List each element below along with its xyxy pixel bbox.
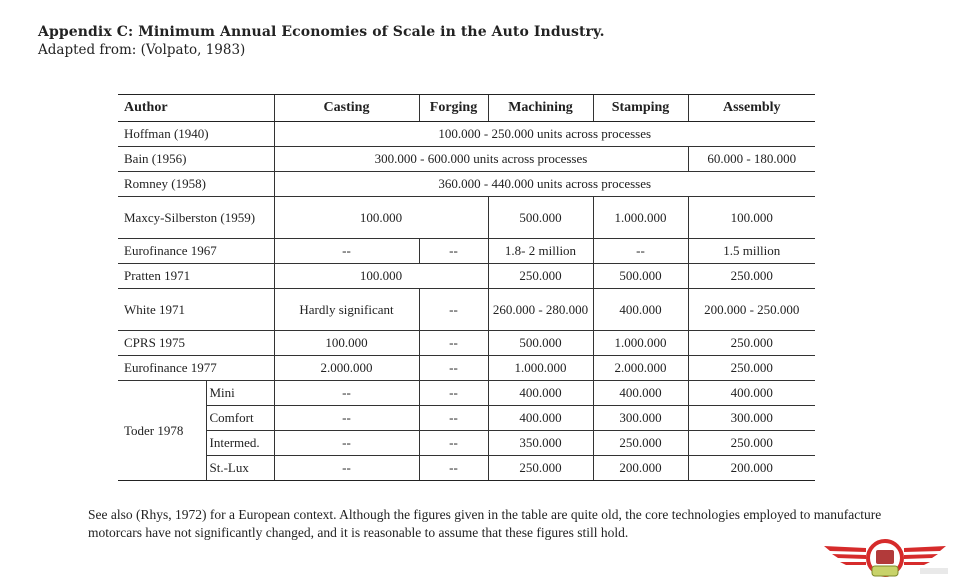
subcategory-cell: St.-Lux	[206, 456, 274, 481]
header-machining: Machining	[488, 95, 593, 122]
machining-cell: 250.000	[488, 456, 593, 481]
table-row	[118, 264, 815, 289]
casting-cell: 100.000	[274, 331, 419, 356]
page-title: Appendix C: Minimum Annual Economies of Scale in the Auto Industry.	[38, 24, 605, 40]
span-cell: 100.000 - 250.000 units across processes	[274, 122, 815, 147]
stamping-cell: 1.000.000	[593, 197, 688, 239]
author-cell: Romney (1958)	[118, 172, 274, 197]
forging-cell: --	[419, 239, 488, 264]
stamping-cell: 500.000	[593, 264, 688, 289]
stamping-cell: --	[593, 239, 688, 264]
forging-cell: --	[419, 331, 488, 356]
heading	[38, 24, 605, 58]
author-cell: Eurofinance 1977	[118, 356, 274, 381]
stamping-cell: 400.000	[593, 381, 688, 406]
table-row	[118, 122, 815, 147]
assembly-cell: 60.000 - 180.000	[688, 147, 815, 172]
table-row	[118, 331, 815, 356]
machining-cell: 500.000	[488, 331, 593, 356]
author-cell: White 1971	[118, 289, 274, 331]
table-row	[118, 406, 815, 431]
table-row	[118, 197, 815, 239]
span-cell: 300.000 - 600.000 units across processes	[274, 147, 688, 172]
header-casting: Casting	[274, 95, 419, 122]
span-cell: 360.000 - 440.000 units across processes	[274, 172, 815, 197]
assembly-cell: 250.000	[688, 431, 815, 456]
subcategory-cell: Mini	[206, 381, 274, 406]
table-row	[118, 356, 815, 381]
assembly-cell: 1.5 million	[688, 239, 815, 264]
casting-cell: --	[274, 381, 419, 406]
table-row	[118, 289, 815, 331]
stamping-cell: 250.000	[593, 431, 688, 456]
machining-cell: 350.000	[488, 431, 593, 456]
forging-cell: --	[419, 381, 488, 406]
forging-cell: --	[419, 356, 488, 381]
author-cell: Eurofinance 1967	[118, 239, 274, 264]
assembly-cell: 100.000	[688, 197, 815, 239]
table-row	[118, 147, 815, 172]
machining-cell: 400.000	[488, 381, 593, 406]
header-forging: Forging	[419, 95, 488, 122]
header-author: Author	[118, 95, 274, 122]
table-row	[118, 456, 815, 481]
casting-cell: Hardly significant	[274, 289, 419, 331]
casting-cell: --	[274, 456, 419, 481]
table-row	[118, 239, 815, 264]
footnote: See also (Rhys, 1972) for a European context. Although the figures given in the table are quite old, the core technologies employed to manufacture motorcars have not significantly changed, and it is reasonable to assume that these figures still hold.	[88, 507, 882, 540]
winged-wheel-logo-icon	[820, 538, 950, 584]
author-cell: Bain (1956)	[118, 147, 274, 172]
stamping-cell: 2.000.000	[593, 356, 688, 381]
forging-cell: --	[419, 289, 488, 331]
author-cell: Pratten 1971	[118, 264, 274, 289]
assembly-cell: 250.000	[688, 264, 815, 289]
table-row	[118, 381, 815, 406]
table-row	[118, 172, 815, 197]
header-stamping: Stamping	[593, 95, 688, 122]
casting-cell: --	[274, 431, 419, 456]
header-assembly: Assembly	[688, 95, 815, 122]
stamping-cell: 300.000	[593, 406, 688, 431]
machining-cell: 1.000.000	[488, 356, 593, 381]
assembly-cell: 200.000 - 250.000	[688, 289, 815, 331]
stamping-cell: 400.000	[593, 289, 688, 331]
casting-cell: 2.000.000	[274, 356, 419, 381]
assembly-cell: 300.000	[688, 406, 815, 431]
machining-cell: 500.000	[488, 197, 593, 239]
assembly-cell: 250.000	[688, 331, 815, 356]
casting-forging-cell: 100.000	[274, 264, 488, 289]
forging-cell: --	[419, 456, 488, 481]
assembly-cell: 200.000	[688, 456, 815, 481]
table-header-row	[118, 95, 815, 122]
forging-cell: --	[419, 431, 488, 456]
machining-cell: 1.8- 2 million	[488, 239, 593, 264]
assembly-cell: 250.000	[688, 356, 815, 381]
casting-cell: --	[274, 239, 419, 264]
subcategory-cell: Intermed.	[206, 431, 274, 456]
author-cell: Maxcy-Silberston (1959)	[118, 197, 274, 239]
casting-cell: --	[274, 406, 419, 431]
author-cell: CPRS 1975	[118, 331, 274, 356]
stamping-cell: 1.000.000	[593, 331, 688, 356]
table-row	[118, 431, 815, 456]
subcategory-cell: Comfort	[206, 406, 274, 431]
forging-cell: --	[419, 406, 488, 431]
economies-of-scale-table	[118, 94, 815, 481]
machining-cell: 250.000	[488, 264, 593, 289]
assembly-cell: 400.000	[688, 381, 815, 406]
author-cell: Hoffman (1940)	[118, 122, 274, 147]
machining-cell: 400.000	[488, 406, 593, 431]
page-subtitle: Adapted from: (Volpato, 1983)	[38, 42, 246, 58]
machining-cell: 260.000 - 280.000	[488, 289, 593, 331]
casting-forging-cell: 100.000	[274, 197, 488, 239]
stamping-cell: 200.000	[593, 456, 688, 481]
toder-author-cell: Toder 1978	[118, 381, 206, 481]
